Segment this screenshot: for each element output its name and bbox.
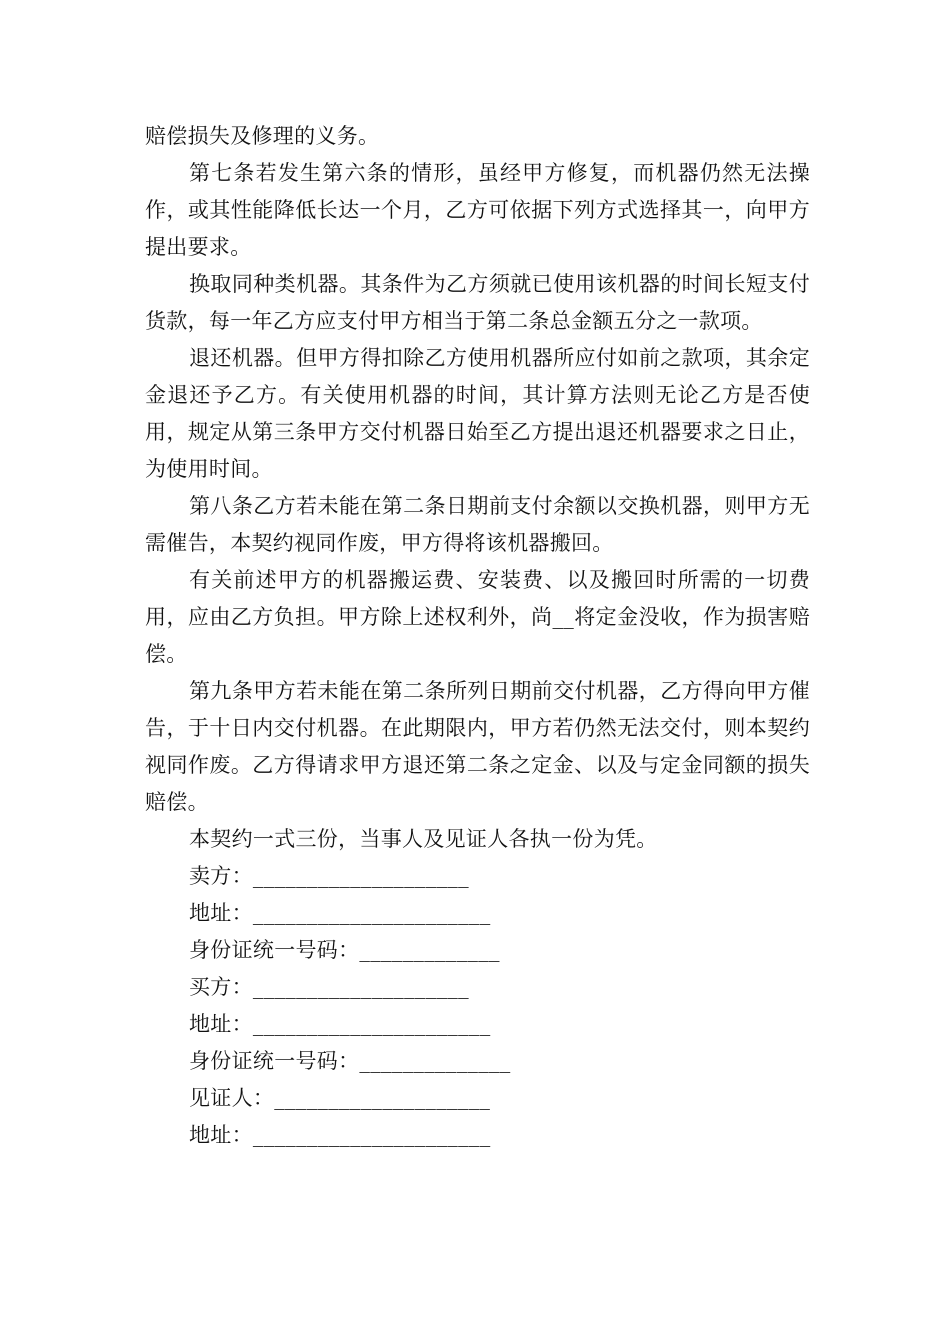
buyer-id-line: 身份证统一号码：______________ [189,1049,511,1073]
paragraph-costs: 有关前述甲方的机器搬运费、安装费、以及搬回时所需的一切费用，应由乙方负担。甲方除上述权利外，尚__将定金没收，作为损害赔偿。 [145,568,810,666]
paragraph-article-8: 第八条乙方若未能在第二条日期前支付余额以交换机器，则甲方无需催告，本契约视同作废，甲方得将该机器搬回。 [145,494,810,555]
buyer-address-line: 地址：______________________ [189,1012,491,1036]
paragraph-return-machine: 退还机器。但甲方得扣除乙方使用机器所应付如前之款项，其余定金退还予乙方。有关使用机器的时间，其计算方法则无论乙方是否使用，规定从第三条甲方交付机器日始至乙方提出退还机器要求之日止，为使用时间。 [145,346,810,481]
paragraph-continuation: 赔偿损失及修理的义务。 [145,124,380,148]
paragraph-copies: 本契约一式三份，当事人及见证人各执一份为凭。 [189,827,658,851]
buyer-line: 买方：____________________ [189,975,469,999]
witness-address-line: 地址：______________________ [189,1123,491,1147]
witness-line: 见证人：____________________ [189,1086,491,1110]
document-body [145,118,810,1154]
seller-address-line: 地址：______________________ [189,901,491,925]
signature-block [145,858,810,1154]
paragraph-article-9: 第九条甲方若未能在第二条所列日期前交付机器，乙方得向甲方催告，于十日内交付机器。在此期限内，甲方若仍然无法交付，则本契约视同作废。乙方得请求甲方退还第二条之定金、以及与定金同额的损失赔偿。 [145,679,810,814]
paragraph-article-7: 第七条若发生第六条的情形，虽经甲方修复，而机器仍然无法操作，或其性能降低长达一个月，乙方可依据下列方式选择其一，向甲方提出要求。 [145,161,810,259]
seller-line: 卖方：____________________ [189,864,469,888]
paragraph-exchange-machine: 换取同种类机器。其条件为乙方须就已使用该机器的时间长短支付货款，每一年乙方应支付甲方相当于第二条总金额五分之一款项。 [145,272,810,333]
seller-id-line: 身份证统一号码：_____________ [189,938,500,962]
